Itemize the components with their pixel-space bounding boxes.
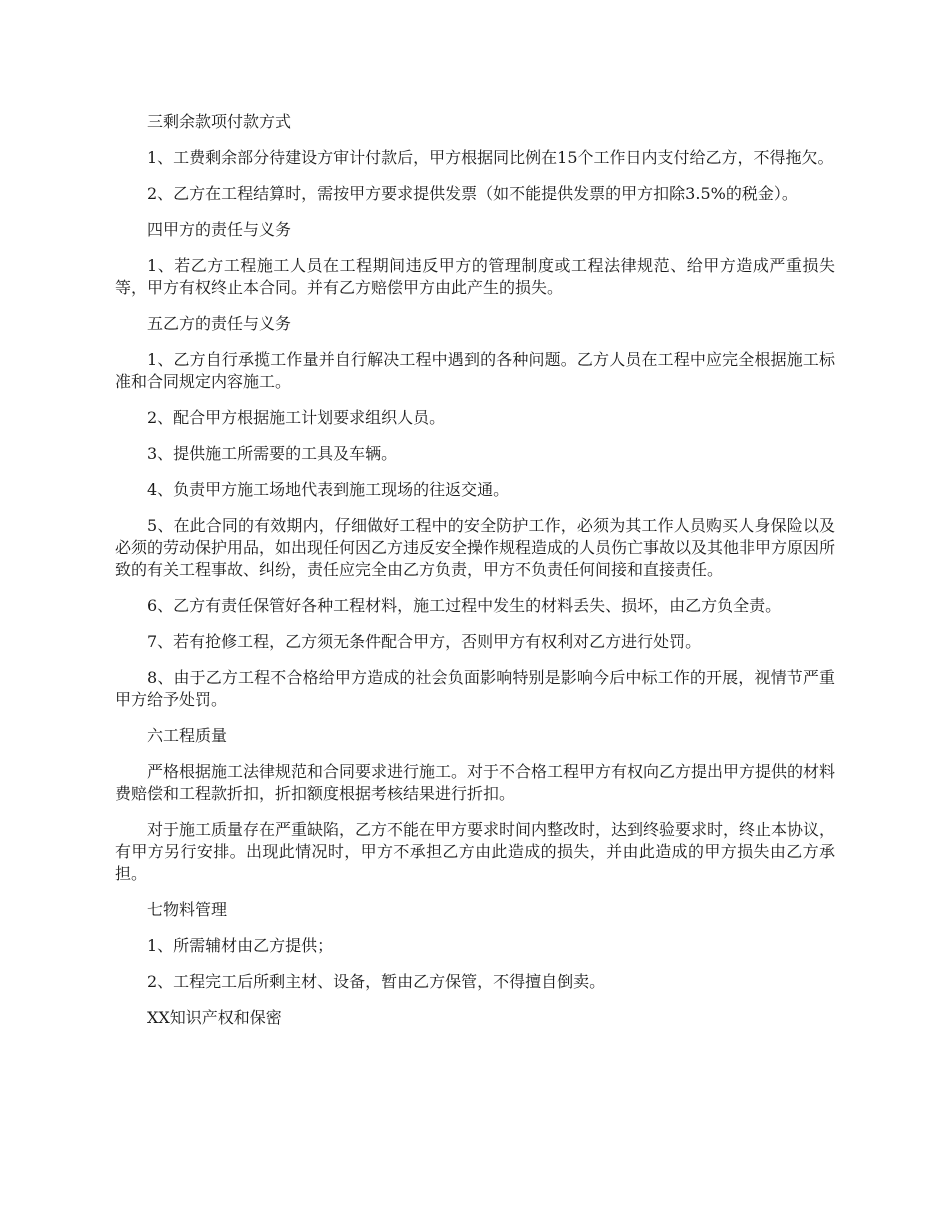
section-heading-materials: 七物料管理 (147, 900, 228, 919)
document-body (115, 111, 835, 1043)
paragraph: 对于施工质量存在严重缺陷，乙方不能在甲方要求时间内整改时，达到终验要求时，终止本协议，有甲方另行安排。出现此情况时，甲方不承担乙方由此造成的损失，并由此造成的甲方损失由乙方承担。 (115, 820, 836, 883)
section-heading-ip-confidentiality: XX知识产权和保密 (147, 1008, 282, 1027)
section-heading-remaining-payment: 三剩余款项付款方式 (147, 112, 292, 131)
paragraph: 6、乙方有责任保管好各种工程材料，施工过程中发生的材料丢失、损坏，由乙方负全责。 (147, 596, 782, 615)
paragraph: 8、由于乙方工程不合格给甲方造成的社会负面影响特别是影响今后中标工作的开展，视情节严重甲方给予处罚。 (115, 668, 835, 709)
paragraph: 严格根据施工法律规范和合同要求进行施工。对于不合格工程甲方有权向乙方提出甲方提供的材料费赔偿和工程款折扣，折扣额度根据考核结果进行折扣。 (115, 762, 836, 803)
paragraph: 1、若乙方工程施工人员在工程期间违反甲方的管理制度或工程法律规范、给甲方造成严重损失等，甲方有权终止本合同。并有乙方赔偿甲方由此产生的损失。 (115, 256, 835, 297)
section-heading-party-a-duties: 四甲方的责任与义务 (147, 220, 292, 239)
section-heading-quality: 六工程质量 (147, 726, 228, 745)
paragraph: 1、乙方自行承揽工作量并自行解决工程中遇到的各种问题。乙方人员在工程中应完全根据施工标准和合同规定内容施工。 (115, 350, 835, 391)
paragraph: 7、若有抢修工程，乙方须无条件配合甲方，否则甲方有权利对乙方进行处罚。 (147, 632, 702, 651)
paragraph: 2、工程完工后所剩主材、设备，暂由乙方保管，不得擅自倒卖。 (147, 972, 606, 991)
paragraph: 4、负责甲方施工场地代表到施工现场的往返交通。 (147, 480, 510, 499)
paragraph: 1、工费剩余部分待建设方审计付款后，甲方根据同比例在15个工作日内支付给乙方，不得拖欠。 (147, 148, 834, 167)
paragraph: 1、所需辅材由乙方提供； (147, 936, 334, 955)
paragraph: 3、提供施工所需要的工具及车辆。 (147, 444, 398, 463)
paragraph: 2、配合甲方根据施工计划要求组织人员。 (147, 408, 446, 427)
paragraph: 5、在此合同的有效期内，仔细做好工程中的安全防护工作，必须为其工作人员购买人身保险以及必须的劳动保护用品，如出现任何因乙方违反安全操作规程造成的人员伤亡事故以及其他非甲方原因所致的有关工程事故、纠纷，责任应完全由乙方负责，甲方不负责任何间接和直接责任。 (115, 516, 836, 579)
section-heading-party-b-duties: 五乙方的责任与义务 (147, 314, 292, 333)
paragraph: 2、乙方在工程结算时，需按甲方要求提供发票（如不能提供发票的甲方扣除3.5%的税金）。 (147, 184, 798, 203)
